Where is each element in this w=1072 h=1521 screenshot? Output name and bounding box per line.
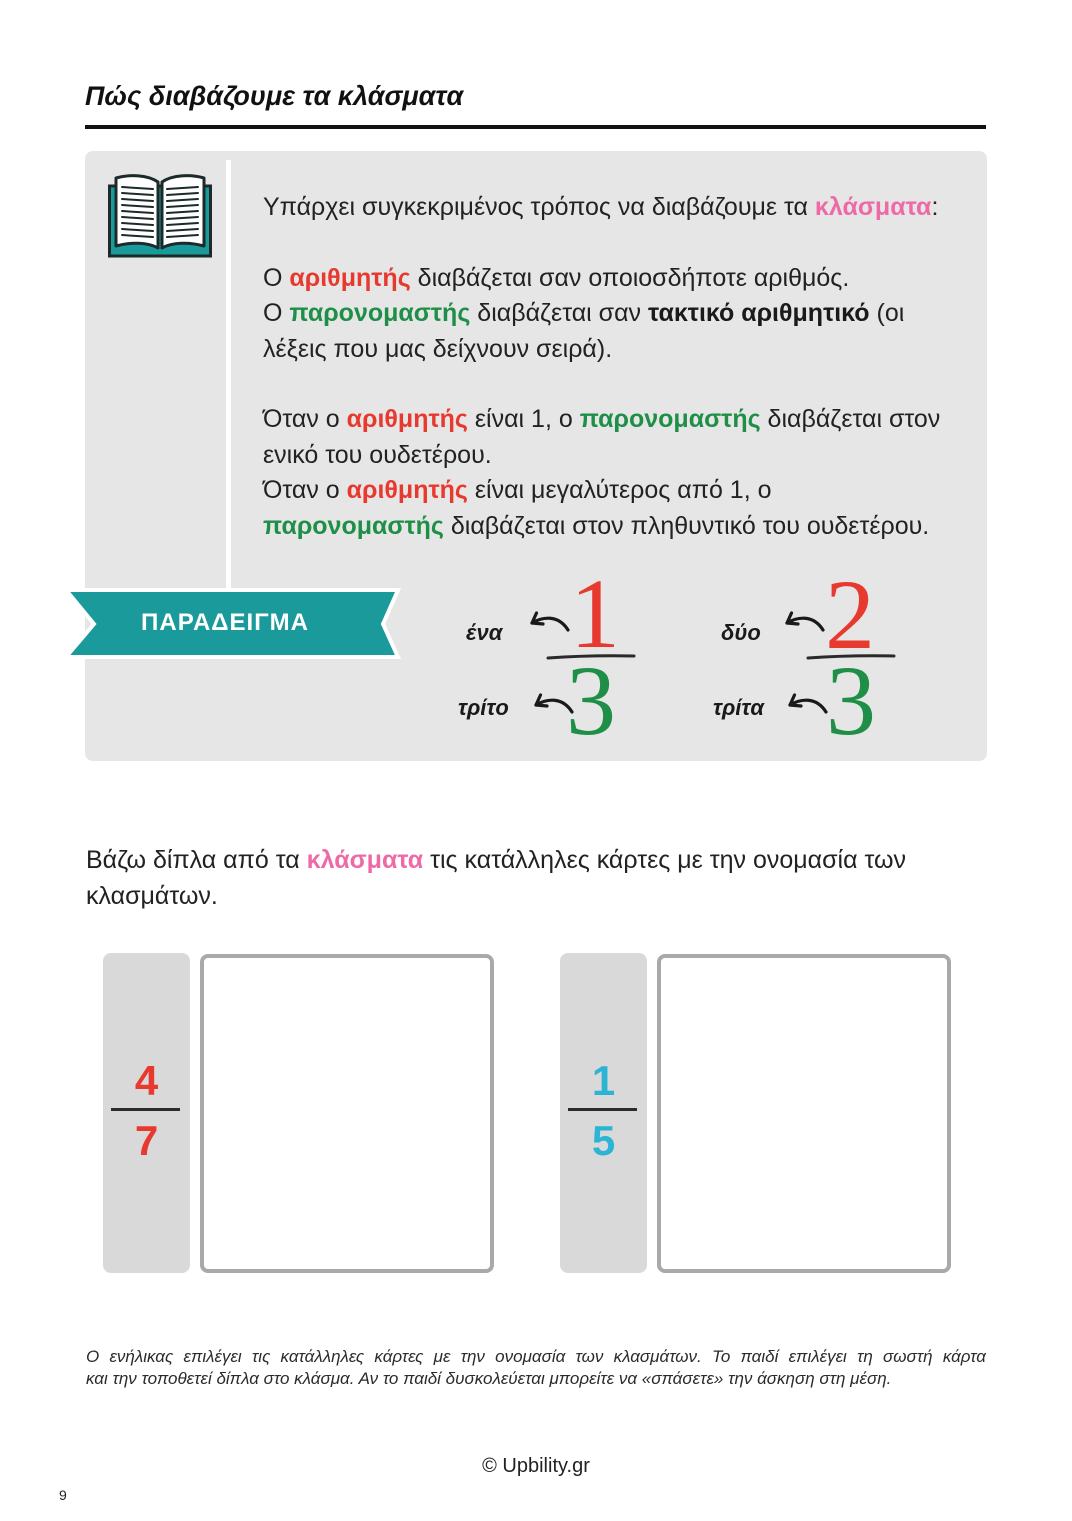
text-segment: :: [931, 193, 939, 221]
fraction-card: [103, 953, 190, 1273]
text-segment: διαβάζεται σαν οποιοσδήποτε αριθμός.: [410, 263, 850, 292]
text-segment: διαβάζεται στον πληθυντικό του ουδετέρου.: [443, 511, 930, 540]
text-segment: Όταν ο: [263, 405, 347, 434]
answer-slot: [657, 954, 951, 1273]
term-denominator: παρονομαστής: [579, 405, 761, 434]
text-line: [263, 190, 940, 225]
example-denominator: 3: [566, 645, 616, 756]
text-segment: διαβάζεται σαν: [470, 299, 649, 328]
text-line: [263, 296, 940, 331]
text-segment: είναι 1, ο: [467, 405, 580, 434]
card-denominator: 5: [591, 1117, 616, 1164]
text-segment: Όταν ο: [263, 476, 347, 505]
text-segment: διαβάζεται στον: [760, 405, 941, 434]
card-numerator: 4: [134, 1057, 159, 1104]
term-numerator: αριθμητής: [346, 476, 468, 505]
term-numerator: αριθμητής: [346, 405, 468, 434]
example-denominator: 3: [826, 645, 876, 756]
intro-paragraph: [263, 190, 940, 225]
text-line: [263, 473, 940, 508]
exercise-instruction: [86, 842, 906, 914]
fraction-bar: [111, 1108, 180, 1111]
copyright-footer: © Upbility.gr: [482, 1455, 590, 1477]
text-segment: (οι: [869, 299, 905, 328]
adult-instructions-note: [86, 1346, 986, 1390]
singular-plural-paragraph: [263, 402, 940, 544]
numerator-word: ένα: [466, 620, 503, 645]
text-line: [263, 332, 940, 367]
text-segment: τις κατάλληλες κάρτες με την ονομασία των: [423, 846, 907, 874]
text-line: [263, 438, 940, 473]
note-line: Ο ενήλικας επιλέγει τις κατάλληλες κάρτες με την ονομασία των κλασμάτων. Το παιδί επιλέγει τη σωστή κάρτα: [86, 1347, 986, 1366]
panel-divider: [226, 160, 231, 588]
text-segment: Υπάρχει συγκεκριμένος τρόπος να διαβάζουμε τα: [263, 193, 815, 221]
card-denominator: 7: [134, 1117, 159, 1164]
text-line: [86, 878, 906, 914]
example-numerator: 2: [825, 559, 875, 670]
answer-slot: [200, 954, 494, 1273]
arrow-left-icon: [787, 613, 823, 630]
title-underline: [85, 125, 986, 129]
text-segment: ενικό του ουδετέρου.: [263, 440, 492, 469]
page-title: Πώς διαβάζουμε τα κλάσματα: [85, 81, 464, 111]
text-segment: Ο: [263, 299, 290, 328]
example-numerator: 1: [570, 558, 620, 669]
card-numerator: 1: [591, 1057, 616, 1104]
text-segment: Βάζω δίπλα από τα: [86, 846, 307, 874]
denominator-word: τρίτο: [458, 695, 509, 720]
text-line: [263, 402, 940, 437]
text-segment: Ο: [263, 263, 290, 292]
term-fractions: κλάσματα: [814, 193, 932, 221]
text-segment: λέξεις που μας δείχνουν σειρά).: [263, 334, 613, 363]
example-label: ΠΑΡΑΔΕΙΓΜΑ: [141, 609, 309, 636]
open-book-icon: [108, 172, 212, 258]
rules-paragraph: [263, 261, 940, 367]
fraction-bar: [568, 1108, 637, 1111]
denominator-word: τρίτα: [713, 695, 765, 720]
text-line: [263, 509, 940, 544]
term-fractions: κλάσματα: [306, 846, 424, 874]
text-line: [263, 261, 940, 296]
arrow-left-icon: [532, 613, 568, 630]
term-denominator: παρονομαστής: [263, 511, 444, 540]
text-line: [86, 842, 906, 878]
term-numerator: αριθμητής: [289, 263, 411, 292]
page-number: 9: [59, 1487, 67, 1503]
note-line: και την τοποθετεί δίπλα στο κλάσμα. Αν το παιδί δυσκολεύεται μπορείτε να «σπάσετε» την άσκηση στη μέση.: [86, 1369, 892, 1388]
term-denominator: παρονομαστής: [289, 299, 471, 328]
term-ordinal-numeral: τακτικό αριθμητικό: [648, 299, 870, 328]
reading-rules-text: [263, 190, 940, 579]
text-segment: είναι μεγαλύτερος από 1, ο: [467, 476, 772, 505]
fraction-card: [560, 953, 647, 1273]
numerator-word: δύο: [721, 620, 761, 645]
text-segment: κλασμάτων.: [86, 882, 218, 910]
